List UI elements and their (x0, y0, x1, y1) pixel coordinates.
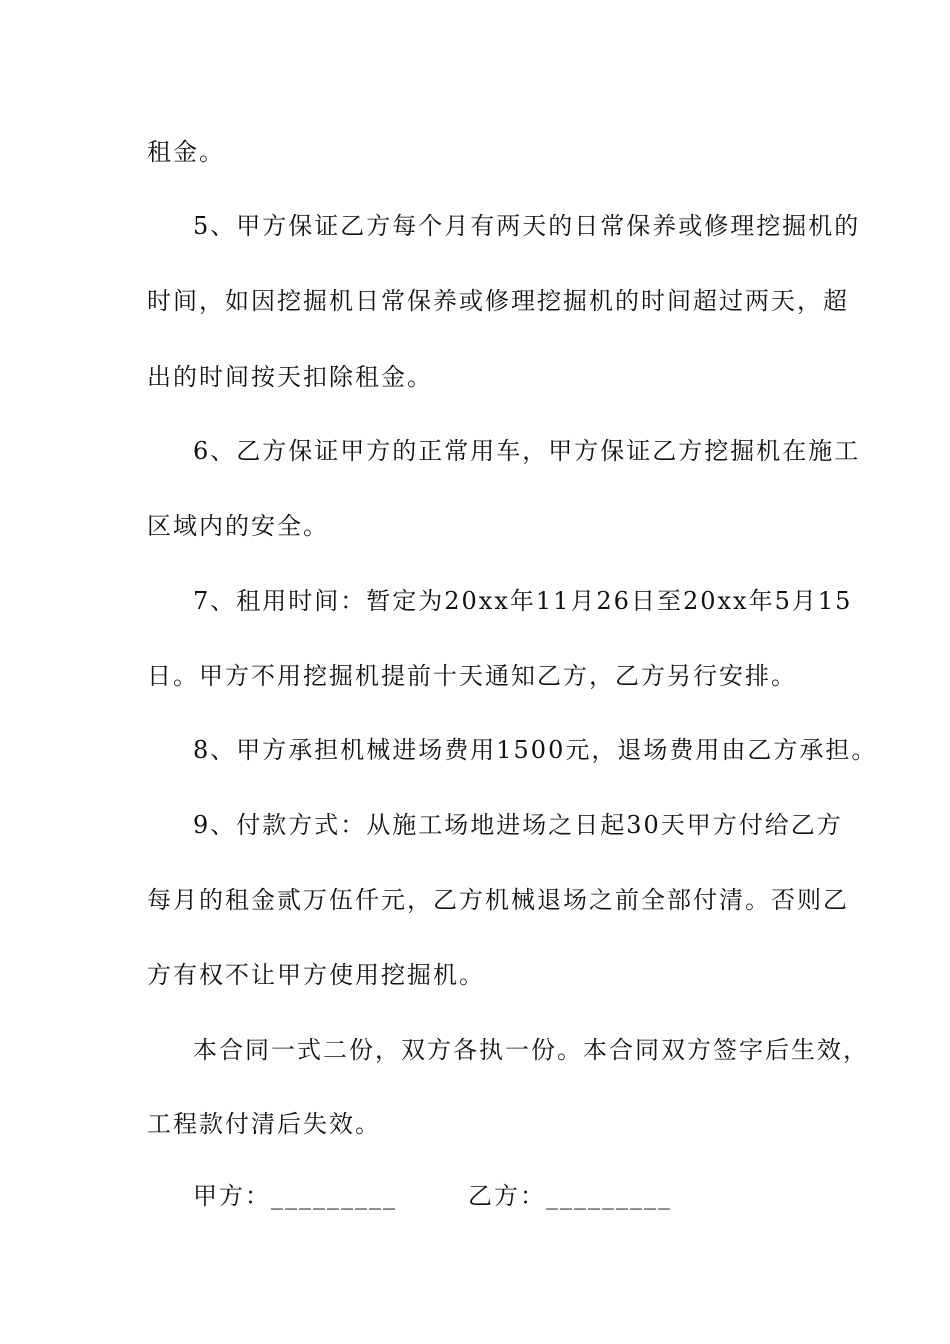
party-a-signature: 甲方：_________ (193, 1182, 397, 1210)
paragraph-line: 5、甲方保证乙方每个月有两天的日常保养或修理挖掘机的 (193, 212, 861, 240)
party-b-signature: 乙方：_________ (468, 1182, 672, 1210)
paragraph-line: 9、付款方式：从施工场地进场之日起30天甲方付给乙方 (193, 811, 843, 839)
paragraph-line: 6、乙方保证甲方的正常用车，甲方保证乙方挖掘机在施工 (193, 437, 861, 465)
paragraph-line: 租金。 (147, 138, 225, 166)
paragraph-line: 日。甲方不用挖掘机提前十天通知乙方，乙方另行安排。 (147, 662, 797, 690)
paragraph-line: 8、甲方承担机械进场费用1500元，退场费用由乙方承担。 (193, 736, 878, 764)
paragraph-line: 方有权不让甲方使用挖掘机。 (147, 961, 485, 989)
paragraph-line: 时间，如因挖掘机日常保养或修理挖掘机的时间超过两天，超 (147, 287, 849, 315)
paragraph-line: 7、租用时间：暂定为20xx年11月26日至20xx年5月15 (193, 587, 853, 615)
paragraph-line: 工程款付清后失效。 (147, 1110, 381, 1138)
paragraph-line: 区域内的安全。 (147, 512, 329, 540)
paragraph-line: 本合同一式二份，双方各执一份。本合同双方签字后生效， (193, 1036, 869, 1064)
paragraph-line: 出的时间按天扣除租金。 (147, 363, 433, 391)
paragraph-line: 每月的租金贰万伍仟元，乙方机械退场之前全部付清。否则乙 (147, 886, 849, 914)
